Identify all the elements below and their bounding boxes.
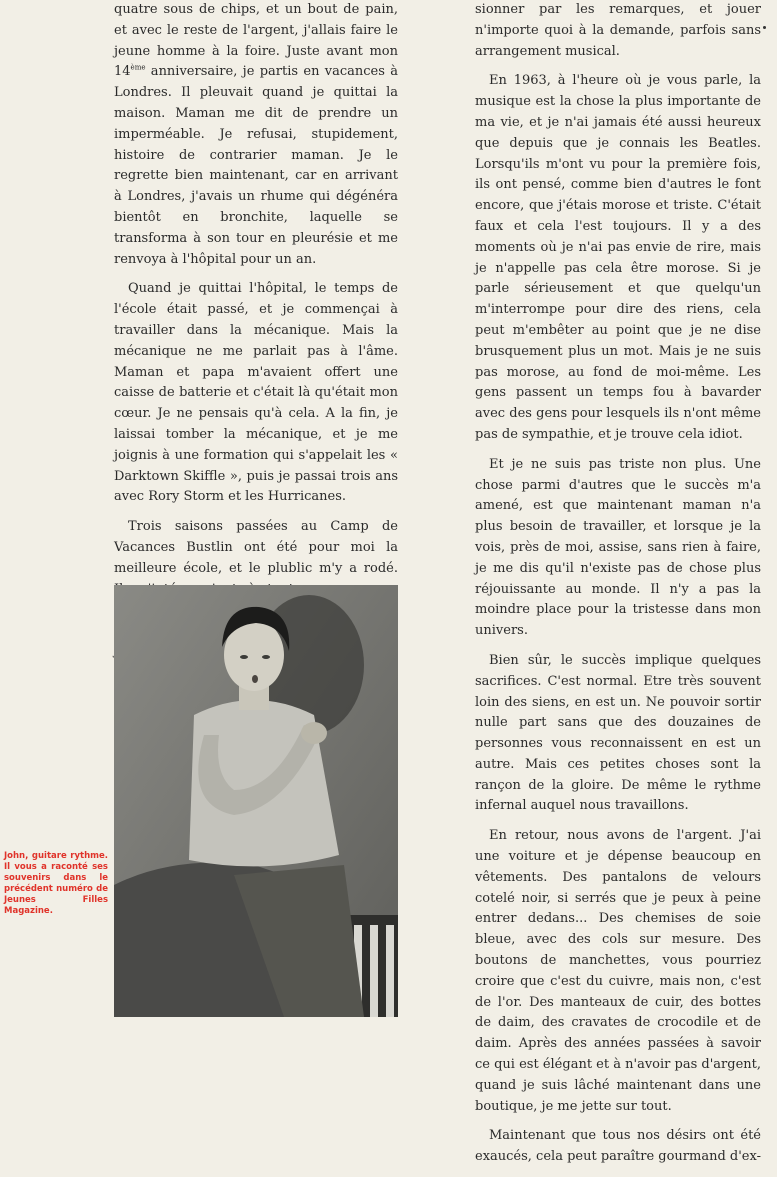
right-paragraph-1: En 1963, à l'heure où je vous parle, la musique est la chose la plus importante de ma vie, et je n'ai jamais été aussi heureux que depuis que je connais les Beatles. Lorsqu'ils m'ont vu pour la première fois, ils ont pensé, comme bien d'autres le font encore, que j'étais morose et triste. C'était faux et cela l'est toujours. Il y a des moments où je n'ai pas envie de rire, mais je n'appelle pas cela être morose. Si je parle sérieusement et que quelqu'un m'interrompe pour dire des riens, cela peut m'embêter au point que je ne dise brusquement plus un mot. Mais je ne suis pas morose, au fond de moi-même. Les gens passent un temps fou à bavarder avec des gens pour lesquels ils n'ont même pas de sympathie, et je trouve cela idiot. bbox=[475, 73, 761, 442]
right-paragraph-4: En retour, nous avons de l'argent. J'ai une voiture et je dépense beaucoup en vêtements. Des pantalons de velours cotelé noir, si serrés que je peux à peine entrer dedans... Des chemises de soie bleue, avec des cols sur mesure. Des boutons de manchettes, vous pourriez croire que c'est du cuivre, mais non, c'est de l'or. Des manteaux de cuir, des bottes de daim, des cravates de crocodile et de daim. Après des années passées à savoir ce qui est élégant et à n'avoir pas d'argent, quand je suis lâché maintenant dans une boutique, je me jette sur tout. bbox=[475, 828, 761, 1114]
left-paragraph-1: quatre sous de chips, et un bout de pain, et avec le reste de l'argent, j'allais faire le jeune homme à la foire. Juste avant mon 14ème anniversaire, je partis en vacances à Londres. Il pleuvait quand je quittai la maison. Maman me dit de prendre un imperméable. Je refusai, stupidement, histoire de contrarier maman. Je le regrette bien maintenant, car en arrivant à Londres, j'avais un rhume qui dégénéra bientôt en bronchite, laquelle se transforma à son tour en pleurésie et me renvoya à l'hôpital pour un an. bbox=[114, 2, 398, 267]
right-paragraph-5: Maintenant que tous nos désirs ont été exaucés, cela peut paraître gourmand d'ex- bbox=[475, 1128, 761, 1165]
left-paragraph-3: Trois saisons passées au Camp de Vacances Bustlin ont été pour moi la meilleure école, et le plublic m'y a rodé. bbox=[114, 519, 398, 576]
right-paragraph-3: Bien sûr, le succès implique quelques sacrifices. C'est normal. Etre très souvent loin des siens, en est un. Ne pouvoir sortir nulle part sans que des douzaines de personnes vous reconnaissent en est un autre. Mais ces petites choses sont la rançon de la gloire. De même le rythme infernal auquel nous travaillons. bbox=[475, 652, 761, 814]
right-text-column bbox=[475, 0, 761, 1177]
right-paragraph-0: sionner par les remarques, et jouer n'importe quoi à la demande, parfois sans arrangement musical. bbox=[475, 2, 761, 59]
photo-caption: John, guitare rythme. Il vous a raconté ses souvenirs dans le précédent numéro de Jeunes Filles Magazine. bbox=[4, 851, 108, 916]
left-paragraph-2: Quand je quittai l'hôpital, le temps de l'école était passé, et je commençai à travailler dans la mécanique. Mais la mécanique ne me parlait pas à l'âme. Maman et papa m'avaient offert une caisse de batterie et c'était là qu'était mon cœur. Je ne pensais qu'à cela. A la fin, je laissai tomber la mécanique, et je me joignis à une formation qui s'appelait les « Darktown Skiffle », puis je passai trois ans avec Rory Storm et les Hurricanes. bbox=[114, 281, 398, 505]
superscript-eme: ème bbox=[130, 64, 146, 73]
portrait-photo bbox=[114, 585, 398, 1017]
right-paragraph-2: Et je ne suis pas triste non plus. Une chose parmi d'autres que le succès m'a amené, est que maintenant maman n'a plus besoin de travailler, et lorsque je la vois, près de moi, assise, sans rien à faire, je me dis qu'il n'existe pas de chose plus réjouissante au monde. Il n'y a pas la moindre place pour la tristesse dans mon univers. bbox=[475, 456, 761, 639]
print-speck bbox=[763, 26, 766, 29]
